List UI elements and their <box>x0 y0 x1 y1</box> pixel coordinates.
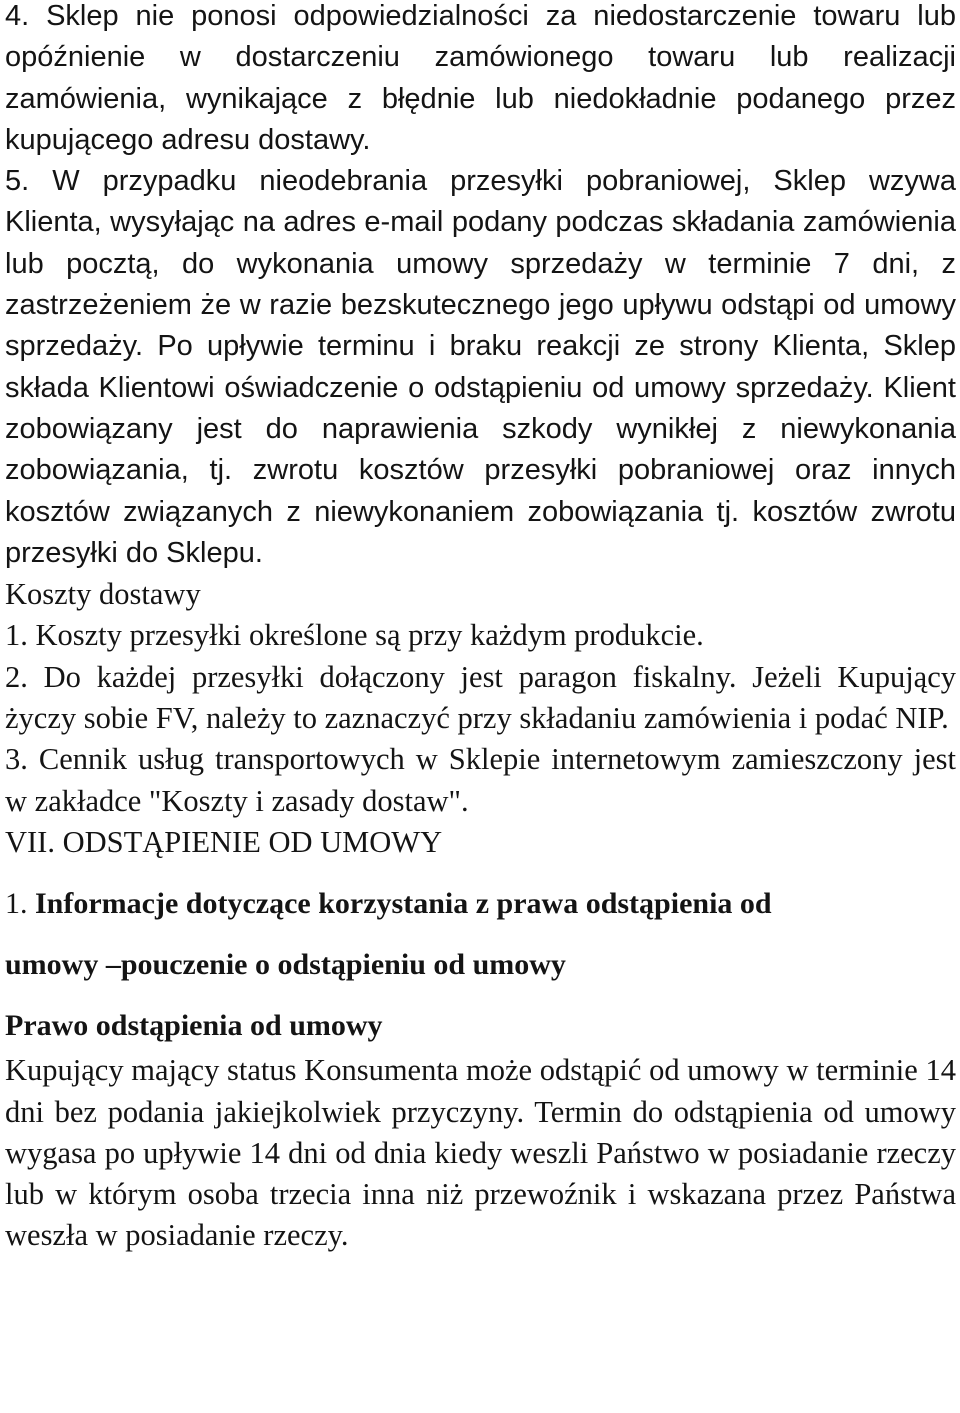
delivery-item-2: 2. Do każdej przesyłki dołączony jest paragon fiskalny. Jeżeli Kupujący życzy sobie FV, należy to zaznaczyć przy składaniu zamówienia i podać NIP. <box>5 659 956 736</box>
section-heading: VII. ODSTĄPIENIE OD UMOWY <box>5 824 443 859</box>
right-of-withdrawal-heading: Prawo odstąpienia od umowy <box>5 1009 383 1043</box>
delivery-costs-heading: Koszty dostawy <box>5 577 201 612</box>
info-heading-line-1 <box>5 883 956 924</box>
paragraph-item-4: 4. Sklep nie ponosi odpowiedzialności za niedostarczenie towaru lub opóźnienie w dostarczeniu zamówionego towaru lub realizacji zamówienia, wynikające z błędnie lub niedokładnie podanego przez kupującego adresu dostawy. <box>5 0 956 156</box>
info-heading-line-2: umowy –pouczenie o odstąpieniu od umowy <box>5 948 566 982</box>
delivery-item-3: 3. Cennik usług transportowych w Sklepie internetowym zamieszczony jest w zakładce "Koszty i zasady dostaw". <box>5 742 956 818</box>
info-heading-title: Informacje dotyczące korzystania z prawa odstąpienia od <box>35 887 772 921</box>
paragraph-item-5: 5. W przypadku nieodebrania przesyłki pobraniowej, Sklep wzywa Klienta, wysyłając na adres e-mail podany podczas składania zamówienia lub pocztą, do wykonania umowy sprzedaży w terminie 7 dni, z zastrzeżeniem że w razie bezskutecznego jego upływu odstąpi od umowy sprzedaży. Po upływie terminu i braku reakcji ze strony Klienta, Sklep składa Klientowi oświadczenie o odstąpieniu od umowy sprzedaży. Klient zobowiązany jest do naprawienia szkody wynikłej z niewykonania zobowiązania, tj. zwrotu kosztów przesyłki pobraniowej oraz innych kosztów związanych z niewykonaniem zobowiązania tj. kosztów zwrotu przesyłki do Sklepu. <box>5 165 956 569</box>
info-heading-number: 1. <box>5 887 28 921</box>
right-of-withdrawal-text: Kupujący mający status Konsumenta może odstąpić od umowy w terminie 14 dni bez podania jakiejkolwiek przyczyny. Termin do odstąpienia od umowy wygasa po upływie 14 dni od dnia kiedy weszli Państwo w posiadanie rzeczy lub w którym osoba trzecia inna niż przewoźnik i wskazana przez Państwa weszła w posiadanie rzeczy. <box>5 1053 956 1253</box>
delivery-item-1: 1. Koszty przesyłki określone są przy każdym produkcie. <box>5 618 704 653</box>
